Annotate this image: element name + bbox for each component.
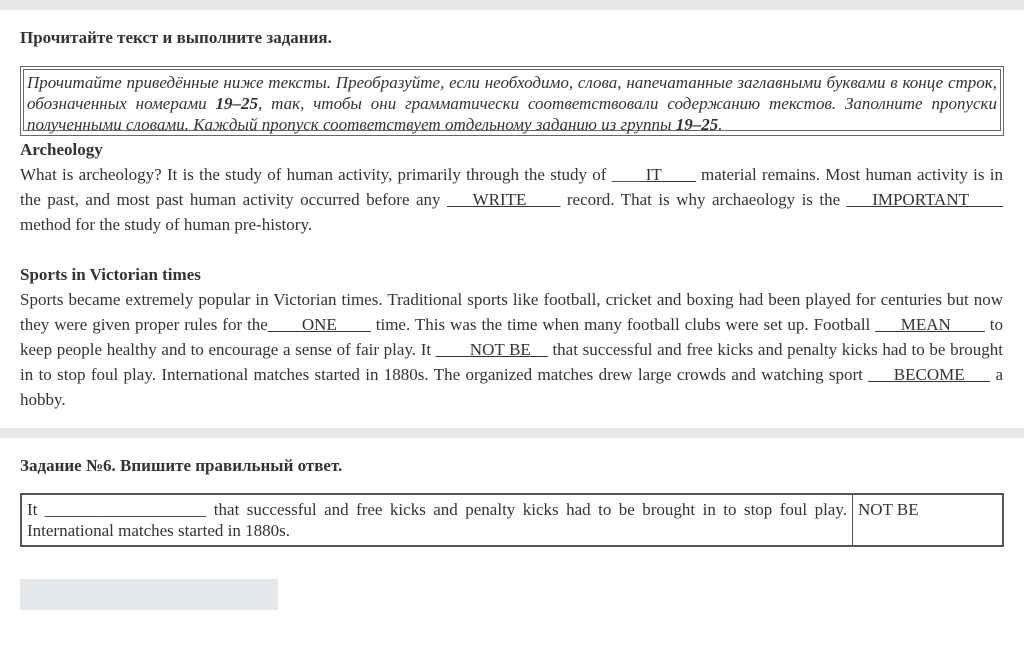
blank: ____ (611, 165, 646, 184)
text-fragment: What is archeology? It is the study of human activity, primarily through the study of (20, 165, 612, 184)
text-fragment: material remains. Most human activity is in the past, and most past human activity occurred before any (20, 165, 1003, 209)
text-fragment: time. This was the time when many football clubs were set up. Football (370, 315, 876, 334)
gap-word-one: ____ONE____ (267, 315, 371, 334)
instructions-part2: , так, чтобы они грамматически соответствовали содержанию текстов. Заполните пропуски полученными словами. Каждый пропуск соответствует отдельному заданию из группы (27, 94, 997, 134)
question-end: that successful and free kicks and penalty kicks had to be brought in to stop foul play. International matches started in 1880s. (27, 500, 847, 540)
text-fragment: to keep people healthy and to encourage a sense of fair play. It (20, 315, 1003, 359)
instructions-part3: . (718, 115, 723, 134)
gap-word-it: IT____ (645, 165, 696, 184)
top-separator (0, 0, 1024, 10)
instructions-range2: 19–25 (675, 115, 719, 134)
text-fragment: record. That is why archaeology is the (560, 190, 847, 209)
gap-word-not-be: ____NOT BE__ (435, 340, 548, 359)
text-fragment: that successful and free kicks and penalty kicks had to be brought in to stop foul play. International matches started in 1880s. The organized matches drew large crowds and watching sport (20, 340, 1003, 384)
text-fragment: a hobby. (20, 365, 1004, 409)
task-table (20, 493, 1004, 547)
task-title: Задание №6. Впишите правильный ответ. (20, 456, 343, 475)
instructions-part1: Прочитайте приведённые ниже тексты. Преобразуйте, если необходимо, слова, напечатанные заглавными буквами в конце строк, обозначенных номерами (27, 73, 997, 113)
sports-paragraph (20, 287, 1003, 412)
gap-word-write: ___WRITE____ (447, 190, 561, 209)
instructions-text (23, 69, 1001, 134)
archeology-title: Archeology (20, 140, 103, 159)
text-fragment: Sports became extremely popular in Victorian times. Traditional sports like football, cricket and boxing had been played for centuries but now they were given proper rules for the (20, 290, 1003, 334)
sports-title: Sports in Victorian times (20, 265, 201, 284)
instructions-box (20, 66, 1004, 136)
text-fragment: method for the study of human pre-history. (20, 215, 313, 234)
question-blank: ___________________ (44, 500, 207, 519)
task-row (21, 494, 1003, 546)
gap-word-become: ___BECOME___ (868, 365, 991, 384)
answer-input[interactable] (20, 579, 278, 610)
task-question (21, 494, 853, 546)
question-start: It (27, 500, 45, 519)
gap-word-important: ___IMPORTANT____ (846, 190, 1003, 209)
section-separator (0, 428, 1024, 438)
page-title: Прочитайте текст и выполните задания. (20, 28, 332, 47)
task-keyword: NOT BE (858, 500, 919, 519)
gap-word-mean: ___MEAN____ (875, 315, 985, 334)
archeology-paragraph (20, 162, 1003, 237)
instructions-range1: 19–25 (215, 94, 259, 113)
